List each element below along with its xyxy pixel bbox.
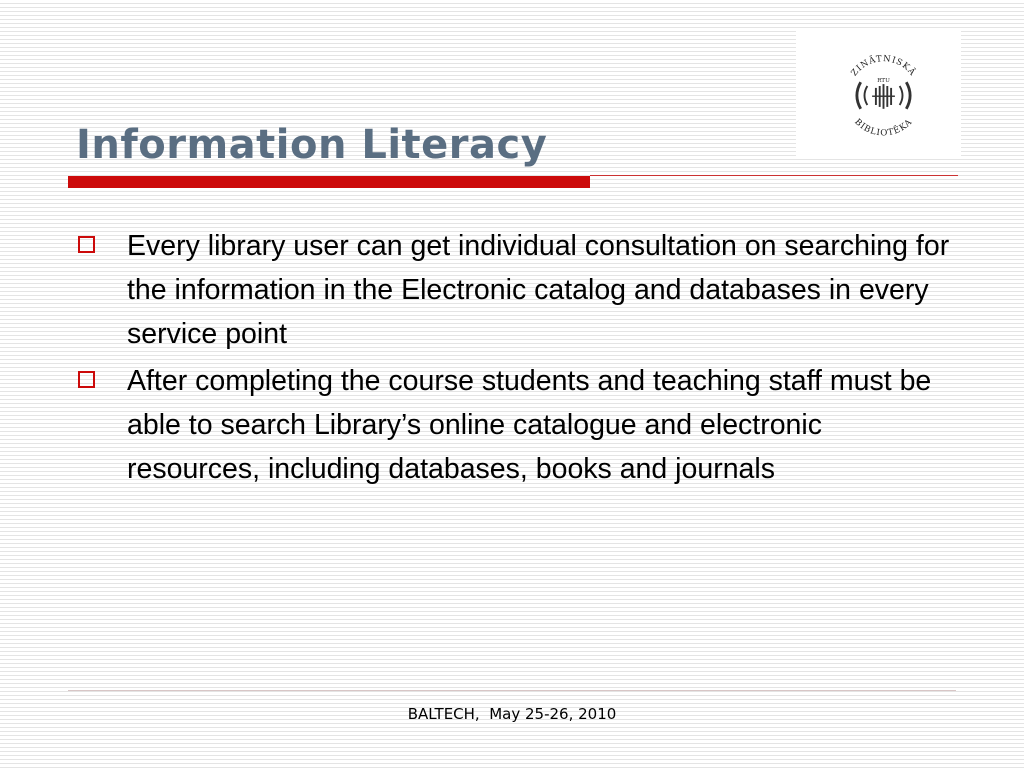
title-underline-rule <box>590 175 958 176</box>
svg-text:ZINĀTNISKĀ <box>850 53 919 78</box>
logo-text-bottom: BIBLIOTĒKA <box>852 117 915 139</box>
bullet-item-consultation <box>78 224 958 356</box>
slide-title: Information Literacy <box>76 122 548 168</box>
logo-text-top: ZINĀTNISKĀ <box>849 54 918 79</box>
svg-text:BIBLIOTĒKA <box>852 117 914 138</box>
bullet-item-course <box>78 359 958 491</box>
logo-area <box>796 28 961 158</box>
logo-text-center: RTU <box>877 78 890 85</box>
bullet-list <box>78 224 958 494</box>
hollow-square-bullet-icon <box>78 236 95 253</box>
footer-text: BALTECH, May 25-26, 2010 <box>407 705 617 723</box>
library-seal-logo-icon <box>836 48 931 143</box>
hollow-square-bullet-icon <box>78 371 95 388</box>
bullet-text: After completing the course students and teaching staff must be able to search Library’s online catalogue and electronic resources, including databases, books and journals <box>127 365 932 485</box>
footer-divider <box>68 690 956 691</box>
title-underline-bar <box>68 176 590 188</box>
bullet-text: Every library user can get individual consultation on searching for the information in the Electronic catalog and databases in every service point <box>127 230 950 350</box>
